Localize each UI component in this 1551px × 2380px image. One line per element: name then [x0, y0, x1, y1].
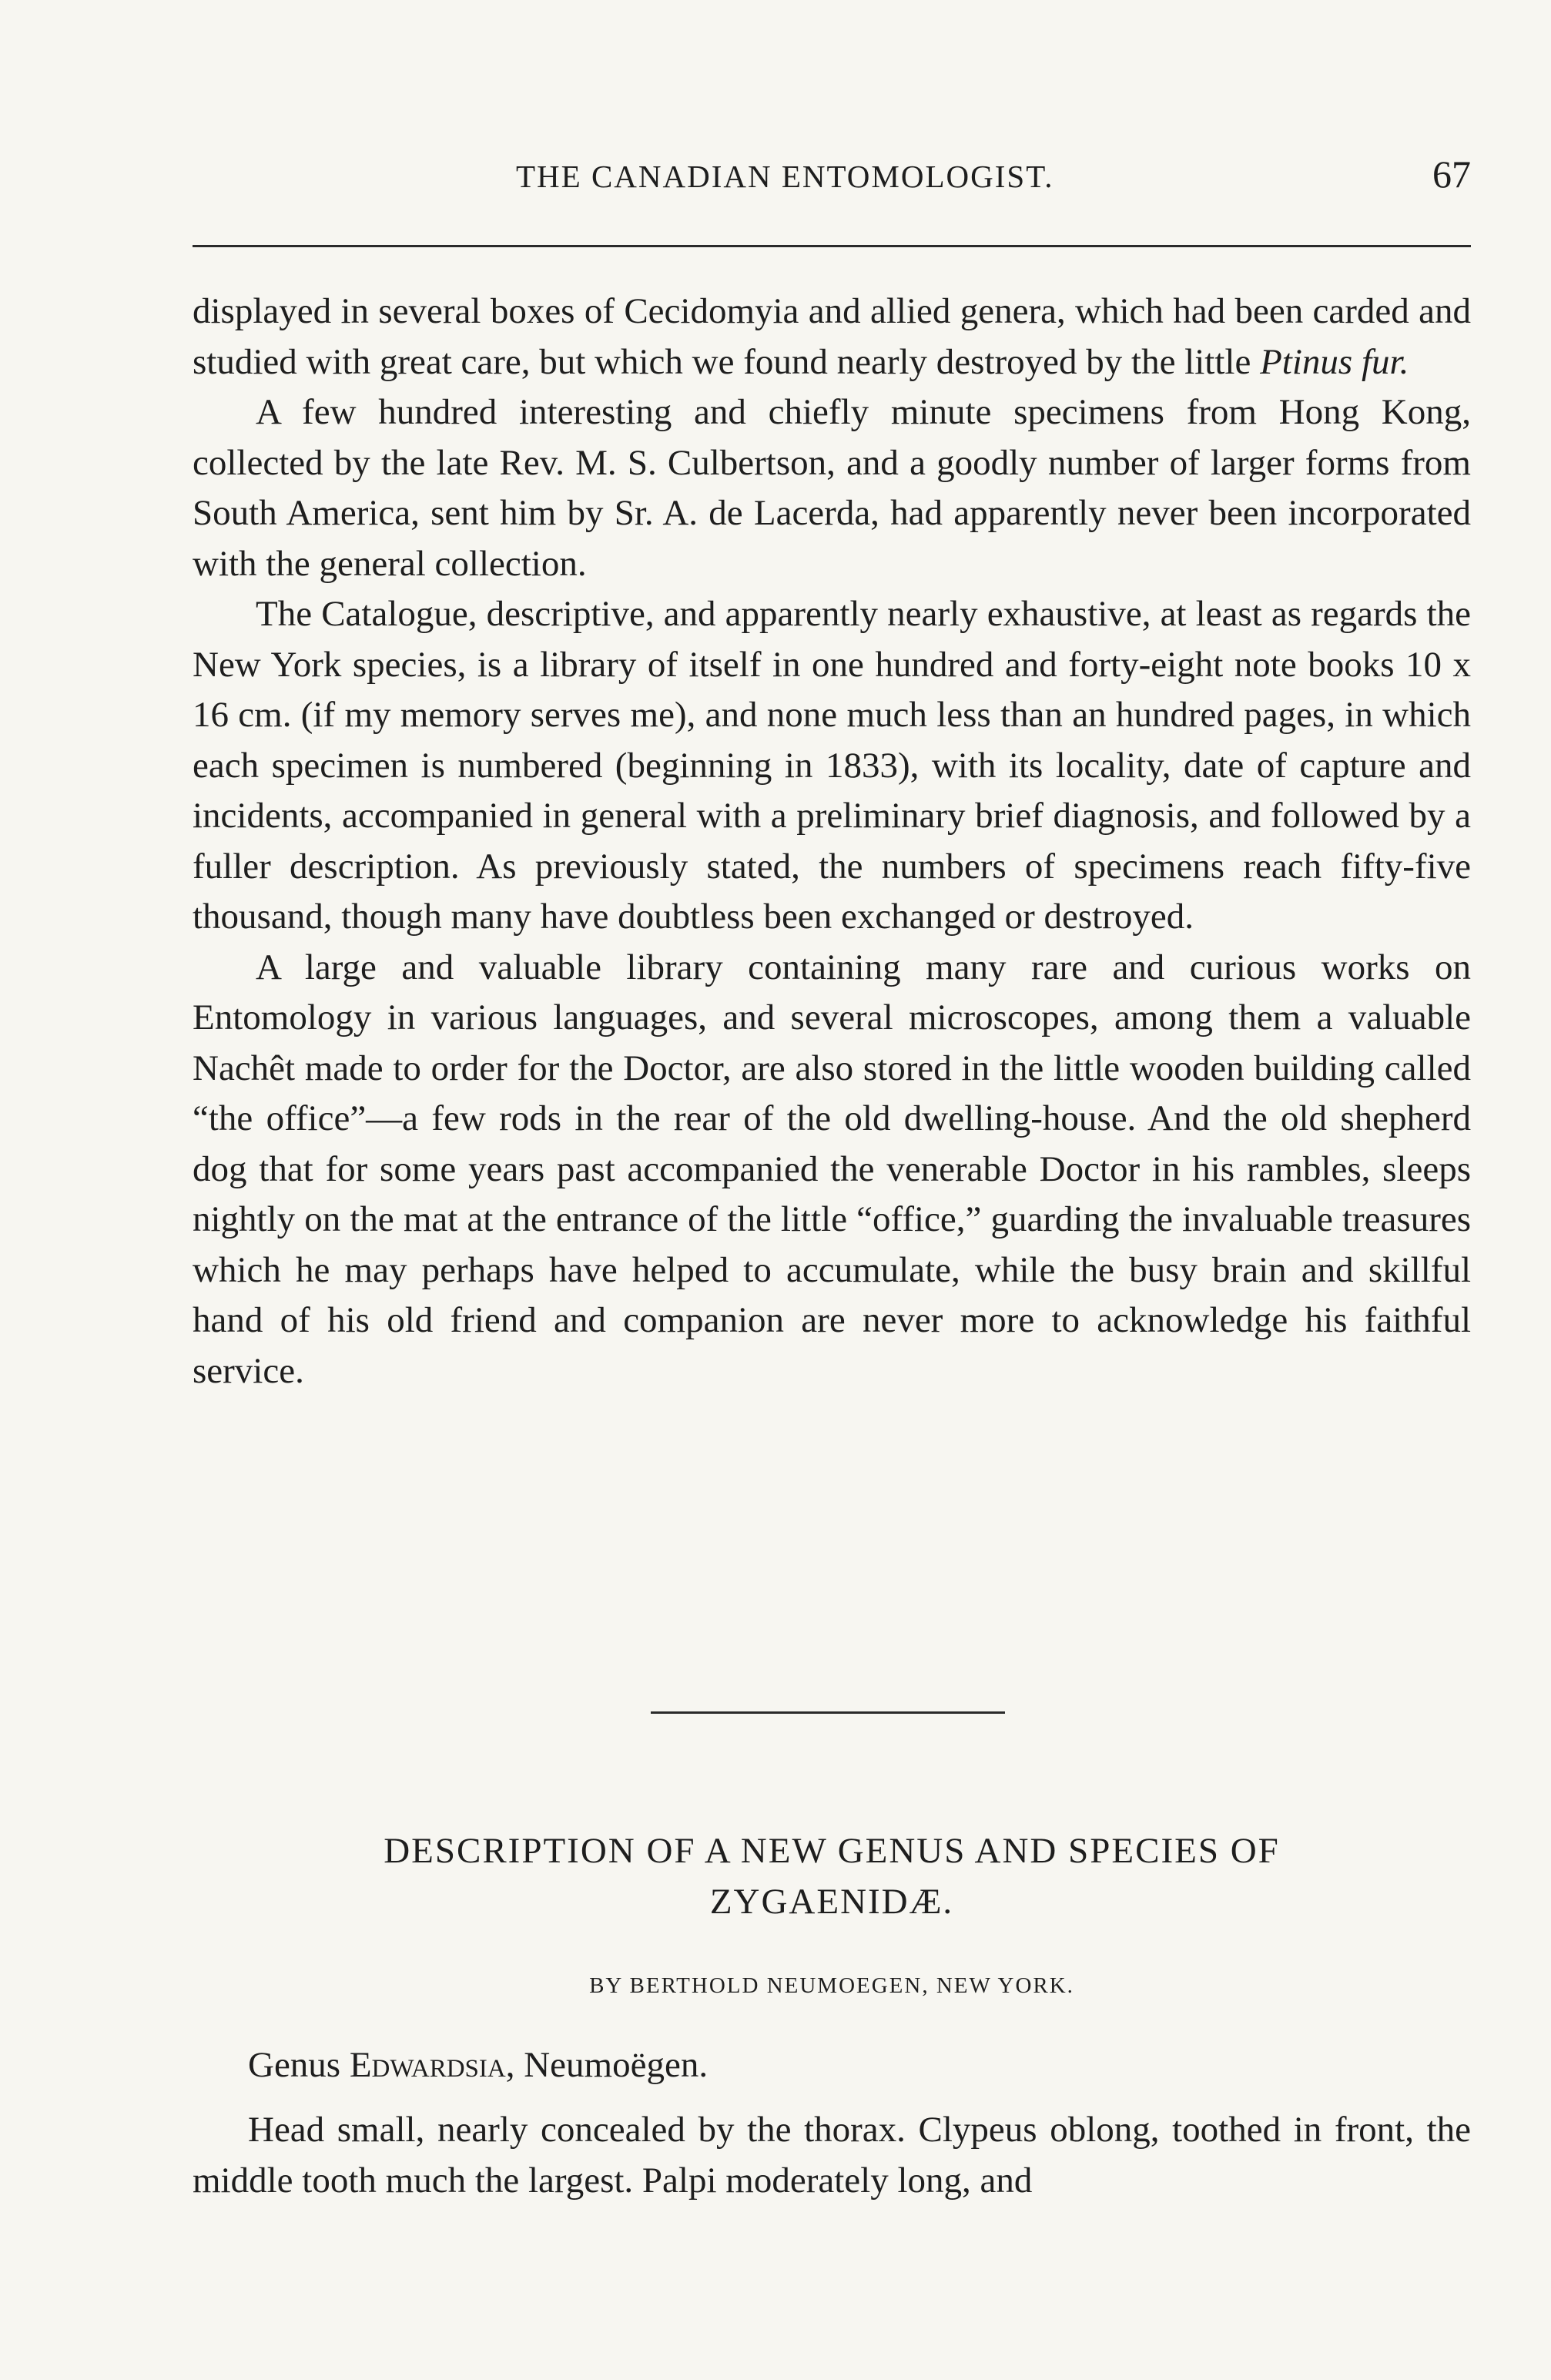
- genus-prefix: Genus: [248, 2045, 350, 2085]
- article-title-line-2: ZYGAENIDÆ.: [709, 1882, 954, 1922]
- body-text: [193, 287, 1471, 1396]
- journal-title: THE CANADIAN ENTOMOLOGIST.: [516, 159, 1054, 194]
- paragraph-continued: [193, 287, 1471, 387]
- running-head: [193, 153, 1471, 204]
- article-title: [193, 1825, 1471, 1927]
- genus-heading: [193, 2040, 1471, 2090]
- paragraph-hong-kong: A few hundred interesting and chiefly minute specimens from Hong Kong, collected by the late Rev. M. S. Culbertson, and a goodly number of larger forms from South America, sent him by Sr. A. de Lacerda, had apparently never been incorporated with the general collection.: [193, 392, 1471, 584]
- genus-description: Head small, nearly concealed by the thorax. Clypeus oblong, toothed in front, the middle tooth much the largest. Palpi moderately long, and: [193, 2110, 1471, 2201]
- genus-name: Edwardsia: [349, 2045, 506, 2085]
- genus-author: , Neumoëgen.: [505, 2045, 709, 2085]
- header-rule: [193, 245, 1471, 247]
- paragraph-library: A large and valuable library containing many rare and curious works on Entomology in various languages, and several microscopes, among them a valuable Nachêt made to order for the Doctor, are also stored in the little wooden building called “the office”—a few rods in the rear of the old dwelling-house. And the old shepherd dog that for some years past accompanied the venerable Doctor in his rambles, sleeps nightly on the mat at the entrance of the little “office,” guarding the invaluable treasures which he may perhaps have helped to accumulate, while the busy brain and skillful hand of his old friend and companion are never more to acknowledge his faithful service.: [193, 947, 1471, 1391]
- article-byline: BY BERTHOLD NEUMOEGEN, NEW YORK.: [589, 1973, 1074, 1998]
- article-title-line-1: DESCRIPTION OF A NEW GENUS AND SPECIES OF: [384, 1831, 1280, 1871]
- page-number: 67: [1432, 153, 1471, 196]
- species-name: Ptinus fur.: [1260, 341, 1409, 382]
- section-divider: [651, 1711, 1005, 1714]
- paragraph-1-text: displayed in several boxes of Cecidomyia and allied genera, which had been carded and studied with great care, but which we found nearly destroyed by the little: [193, 291, 1471, 382]
- article-body: [193, 2040, 1471, 2206]
- paragraph-catalogue: The Catalogue, descriptive, and apparently nearly exhaustive, at least as regards the New York species, is a library of itself in one hundred and forty-eight note books 10 x 16 cm. (if my memory serves me), and none much less than an hundred pages, in which each specimen is numbered (beginning in 1833), with its locality, date of capture and incidents, accompanied in general with a preliminary brief diagnosis, and followed by a fuller description. As previously stated, the numbers of specimens reach fifty-five thousand, though many have doubtless been exchanged or destroyed.: [193, 594, 1471, 937]
